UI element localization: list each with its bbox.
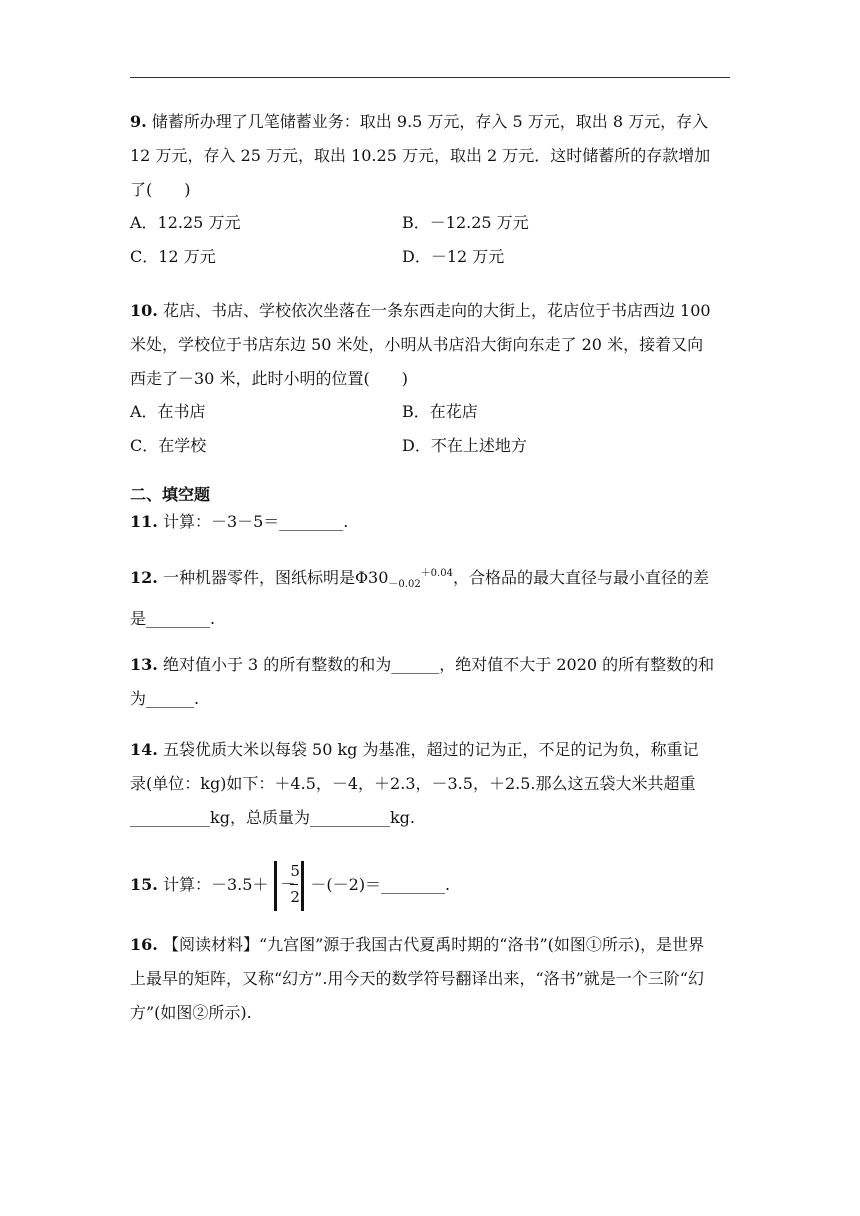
question-text: 一种机器零件，图纸标明是Φ30 xyxy=(162,568,389,587)
option-c: C．在学校 xyxy=(130,436,207,455)
fraction-numerator: 5 xyxy=(290,861,300,880)
question-number: 12. xyxy=(130,568,158,587)
question-9 xyxy=(130,105,730,207)
question-text-line: 了( ) xyxy=(130,180,191,199)
question-11 xyxy=(130,505,730,539)
option-a: A．12.25 万元 xyxy=(130,213,241,232)
question-16 xyxy=(130,928,730,1030)
question-text-line: 12 万元，存入 25 万元，取出 10.25 万元，取出 2 万元．这时储蓄所的存款增加 xyxy=(130,146,711,165)
question-number: 13. xyxy=(130,655,158,674)
option-a: A．在书店 xyxy=(130,402,206,421)
question-text-line: 方”(如图②所示). xyxy=(130,1003,252,1022)
question-text-line: 储蓄所办理了几笔储蓄业务：取出 9.5 万元，存入 5 万元，取出 8 万元，存入 xyxy=(151,112,709,131)
question-text: －(－2)＝________. xyxy=(310,875,451,894)
question-text-line: __________kg，总质量为__________kg. xyxy=(130,808,415,827)
question-text-line: 上最早的矩阵，又称“幻方”.用今天的数学符号翻译出来，“洛书”就是一个三阶“幻 xyxy=(130,969,704,988)
question-text-line: 花店、书店、学校依次坐落在一条东西走向的大街上，花店位于书店西边 100 xyxy=(162,301,711,320)
question-10 xyxy=(130,294,730,396)
question-number: 10. xyxy=(130,301,158,320)
option-b: B．在花店 xyxy=(402,402,478,421)
option-d: D．不在上述地方 xyxy=(402,436,527,455)
question-15 xyxy=(130,856,730,914)
question-text-line: 西走了－30 米，此时小明的位置( ) xyxy=(130,369,408,388)
question-text-line: 米处，学校位于书店东边 50 米处，小明从书店沿大街向东走了 20 米，接着又向 xyxy=(130,335,704,354)
tolerance-lower: －0.02 xyxy=(388,579,421,590)
section-heading: 二、填空题 xyxy=(130,485,211,504)
question-text-line: 是________. xyxy=(130,609,216,628)
absolute-value-expression xyxy=(274,859,304,913)
option-c: C．12 万元 xyxy=(130,247,216,266)
abs-bar-left xyxy=(274,861,277,911)
question-number: 16. xyxy=(130,935,158,954)
fraction-sign: － xyxy=(280,874,296,893)
tolerance-upper: ＋0.04 xyxy=(420,568,453,579)
fraction-denominator: 2 xyxy=(290,887,300,906)
question-14 xyxy=(130,733,730,835)
question-text: 计算：－3.5＋ xyxy=(162,875,269,894)
question-12 xyxy=(130,557,730,636)
question-text-line: 绝对值小于 3 的所有整数的和为______，绝对值不大于 2020 的所有整数的和 xyxy=(162,655,715,674)
header-rule xyxy=(130,77,730,78)
option-b: B．－12.25 万元 xyxy=(402,213,529,232)
question-13 xyxy=(130,648,730,716)
question-text-line: 为______. xyxy=(130,689,200,708)
question-text: ，合格品的最大直径与最小直径的差 xyxy=(452,568,709,587)
question-text-line: 录(单位：kg)如下：＋4.5，－4，＋2.3，－3.5，＋2.5.那么这五袋大米共超重 xyxy=(130,774,696,793)
question-text: 计算：－3－5＝________. xyxy=(162,512,349,531)
question-text-line: 【阅读材料】“九宫图”源于我国古代夏禹时期的“洛书”(如图①所示)，是世界 xyxy=(162,935,705,954)
question-text-line: 五袋优质大米以每袋 50 kg 为基准，超过的记为正，不足的记为负，称重记 xyxy=(162,740,699,759)
question-number: 11. xyxy=(130,512,158,531)
question-number: 15. xyxy=(130,875,158,894)
option-d: D．－12 万元 xyxy=(402,247,505,266)
question-number: 14. xyxy=(130,740,158,759)
abs-bar-right xyxy=(301,861,304,911)
question-number: 9. xyxy=(130,112,147,131)
